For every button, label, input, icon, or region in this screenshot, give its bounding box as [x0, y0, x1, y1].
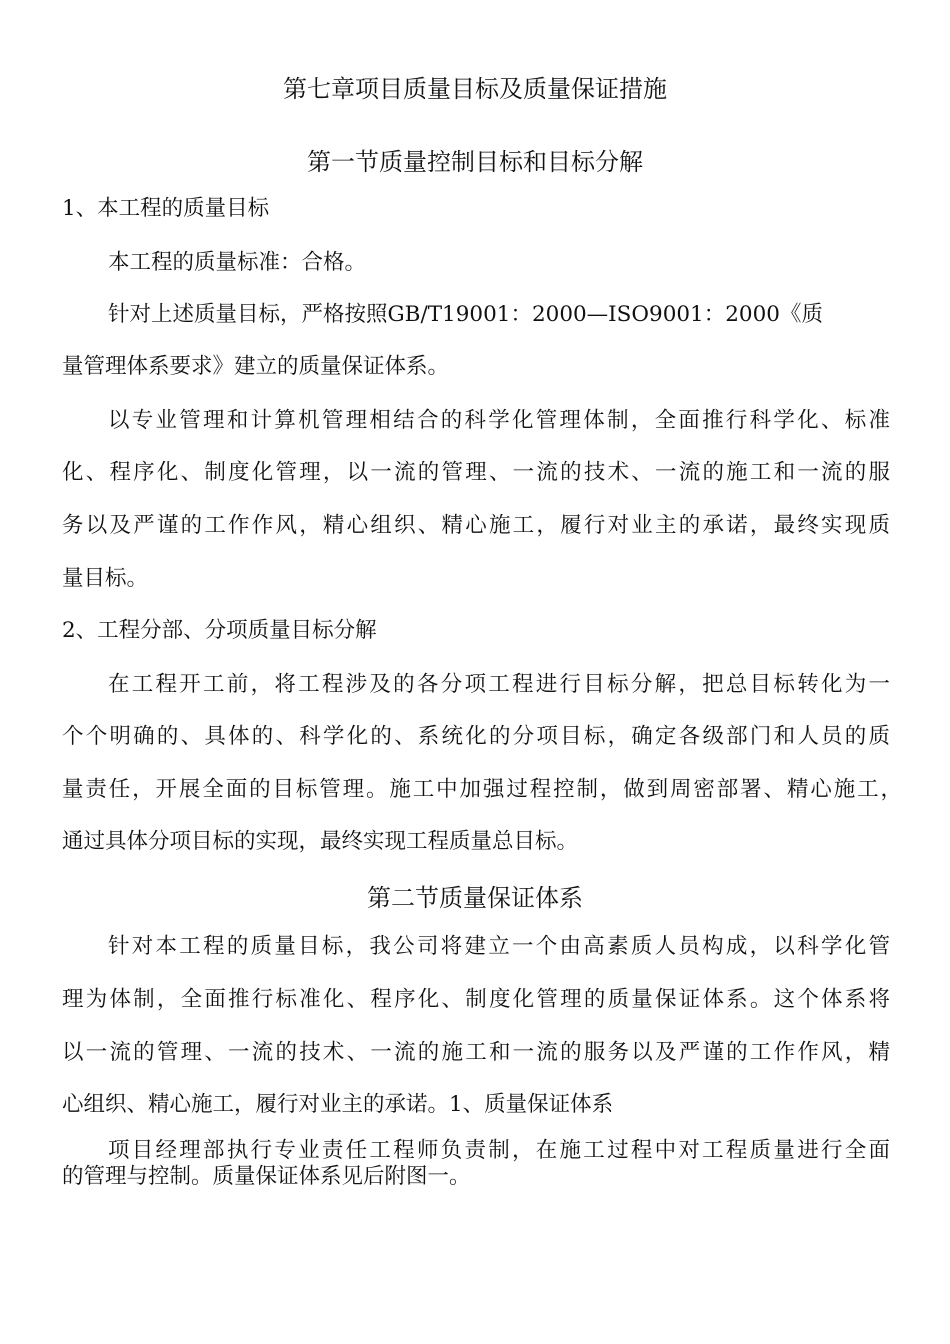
paragraph-line: 通过具体分项目标的实现，最终实现工程质量总目标。	[62, 829, 579, 854]
section-2-title: 第二节质量保证体系	[367, 884, 583, 912]
paragraph-line: 量管理体系要求》建立的质量保证体系。	[62, 354, 450, 379]
paragraph-line: 化、程序化、制度化管理，以一流的管理、一流的技术、一流的施工和一流的服	[62, 460, 890, 485]
chapter-title: 第七章项目质量目标及质量保证措施	[283, 75, 667, 103]
item-1-heading: 1、本工程的质量目标	[62, 196, 270, 221]
paragraph-line: 针对上述质量目标，严格按照GB/T19001：2000—ISO9001：2000《质	[108, 302, 823, 327]
paragraph-line: 在工程开工前，将工程涉及的各分项工程进行目标分解，把总目标转化为一	[108, 672, 890, 697]
paragraph-line: 务以及严谨的工作作风，精心组织、精心施工，履行对业主的承诺，最终实现质	[62, 513, 890, 538]
paragraph-line: 心组织、精心施工，履行对业主的承诺。1、质量保证体系	[62, 1092, 614, 1117]
paragraph-line: 量目标。	[62, 566, 149, 591]
paragraph-line: 以一流的管理、一流的技术、一流的施工和一流的服务以及严谨的工作作风，精	[62, 1040, 890, 1065]
paragraph-line: 本工程的质量标准：合格。	[108, 250, 367, 275]
section-1-title: 第一节质量控制目标和目标分解	[307, 148, 643, 176]
paragraph-line: 以专业管理和计算机管理相结合的科学化管理体制，全面推行科学化、标准	[108, 408, 890, 433]
paragraph-line: 针对本工程的质量目标，我公司将建立一个由高素质人员构成，以科学化管	[108, 934, 890, 959]
item-2-heading: 2、工程分部、分项质量目标分解	[62, 618, 377, 643]
paragraph-line: 量责任，开展全面的目标管理。施工中加强过程控制，做到周密部署、精心施工，	[62, 777, 902, 802]
paragraph-line: 项目经理部执行专业责任工程师负责制，在施工过程中对工程质量进行全面	[108, 1138, 890, 1163]
paragraph-line: 的管理与控制。质量保证体系见后附图一。	[62, 1164, 471, 1189]
paragraph-line: 个个明确的、具体的、科学化的、系统化的分项目标，确定各级部门和人员的质	[62, 724, 890, 749]
paragraph-line: 理为体制，全面推行标准化、程序化、制度化管理的质量保证体系。这个体系将	[62, 987, 890, 1012]
